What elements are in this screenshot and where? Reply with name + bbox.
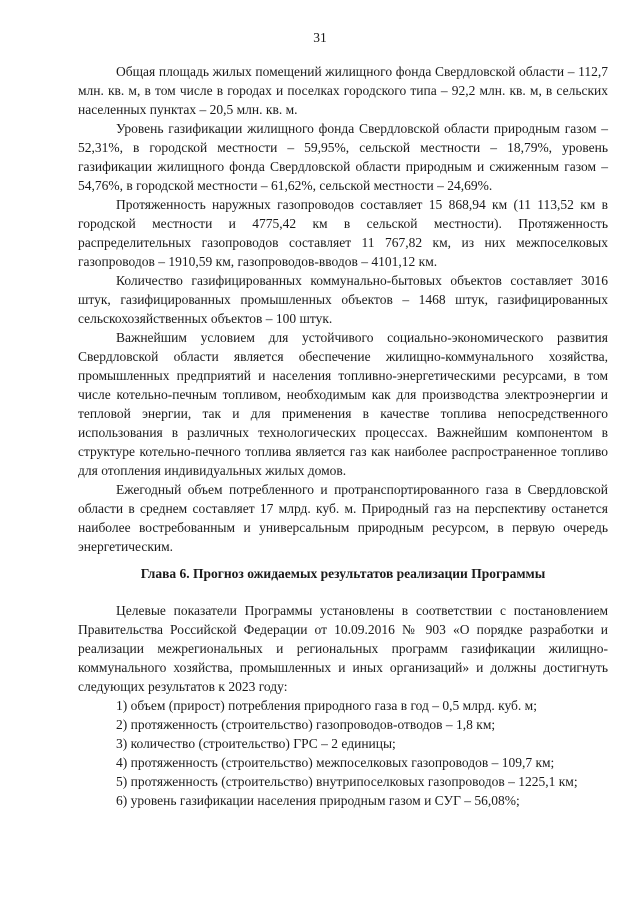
list-item [78,715,608,734]
list-item-text: количество (строительство) ГРС – 2 единицы; [130,736,396,751]
chapter-heading: Глава 6. Прогноз ожидаемых результатов реализации Программы [140,566,546,581]
list-item-number: 1) [116,698,128,713]
list-item-number: 2) [116,717,128,732]
list-item [78,734,608,753]
paragraph-gasified-objects: Количество газифицированных коммунально-бытовых объектов составляет 3016 штук, газифицированных промышленных объектов – 1468 штук, газифицированных сельскохозяйственных объектов – 100 штук. [78,273,608,326]
list-item [78,772,608,791]
list-item-number: 3) [116,736,128,751]
paragraph-annual-gas-volume: Ежегодный объем потребленного и протранспортированного газа в Свердловской области в среднем составляет 17 млрд. куб. м. Природный газ на перспективу останется наиболее востребованным и универсальным природным ресурсом, в первую очередь энергетическим. [78,482,608,554]
list-item [78,753,608,772]
paragraph-pipeline-length: Протяженность наружных газопроводов составляет 15 868,94 км (11 113,52 км в городской местности и 4775,42 км в сельской местности). Протяженность распределительных газопроводов составляет 11 767,82 км, из них межпоселковых газопроводов – 1910,59 км, газопроводов-вводов – 4101,12 км. [78,197,608,269]
list-item [78,791,608,810]
chapter-body [78,601,608,810]
list-item-number: 4) [116,755,128,770]
list-item-text: протяженность (строительство) газопроводов-отводов – 1,8 км; [130,717,496,732]
list-item-number: 6) [116,793,128,808]
list-item-number: 5) [116,774,128,789]
list-item [78,696,608,715]
body-text [78,62,608,556]
list-item-text: протяженность (строительство) внутрипоселковых газопроводов – 1225,1 км; [130,774,578,789]
paragraph-gasification-level: Уровень газификации жилищного фонда Свердловской области природным газом – 52,31%, в городской местности – 59,95%, сельской местности – 18,79%, уровень газификации жилищного фонда Свердловской области природным и сжиженным газом – 54,76%, в городской местности – 61,62%, сельской местности – 24,69%. [78,121,608,193]
paragraph-target-indicators: Целевые показатели Программы установлены в соответствии с постановлением Правительства Российской Федерации от 10.09.2016 № 903 «О порядке разработки и реализации межрегиональных и региональных программ газификации жилищно-коммунального хозяйства, промышленных и иных организаций» и должны достигнуть следующих результатов к 2023 году: [78,603,608,694]
list-item-text: уровень газификации населения природным газом и СУГ – 56,08%; [130,793,520,808]
paragraph-living-area: Общая площадь жилых помещений жилищного фонда Свердловской области – 112,7 млн. кв. м, в том числе в городах и поселках городского типа – 92,2 млн. кв. м, в сельских населенных пунктах – 20,5 млн. кв. м. [78,64,608,117]
list-item-text: объем (прирост) потребления природного газа в год – 0,5 млрд. куб. м; [130,698,537,713]
paragraph-development-condition: Важнейшим условием для устойчивого социально-экономического развития Свердловской области является обеспечение жилищно-коммунального хозяйства, промышленных предприятий и населения топливно-энергетическими ресурсами, в том числе котельно-печным топливом, необходимым как для производства электроэнергии и тепловой энергии, так и для применения в качестве топлива непосредственного использования в различных технологических процессах. Важнейшим компонентом в структуре котельно-печного топлива является газ как наиболее распространенное топливо для отопления индивидуальных жилых домов. [78,330,608,478]
page-number: 31 [313,30,327,45]
list-item-text: протяженность (строительство) межпоселковых газопроводов – 109,7 км; [130,755,555,770]
